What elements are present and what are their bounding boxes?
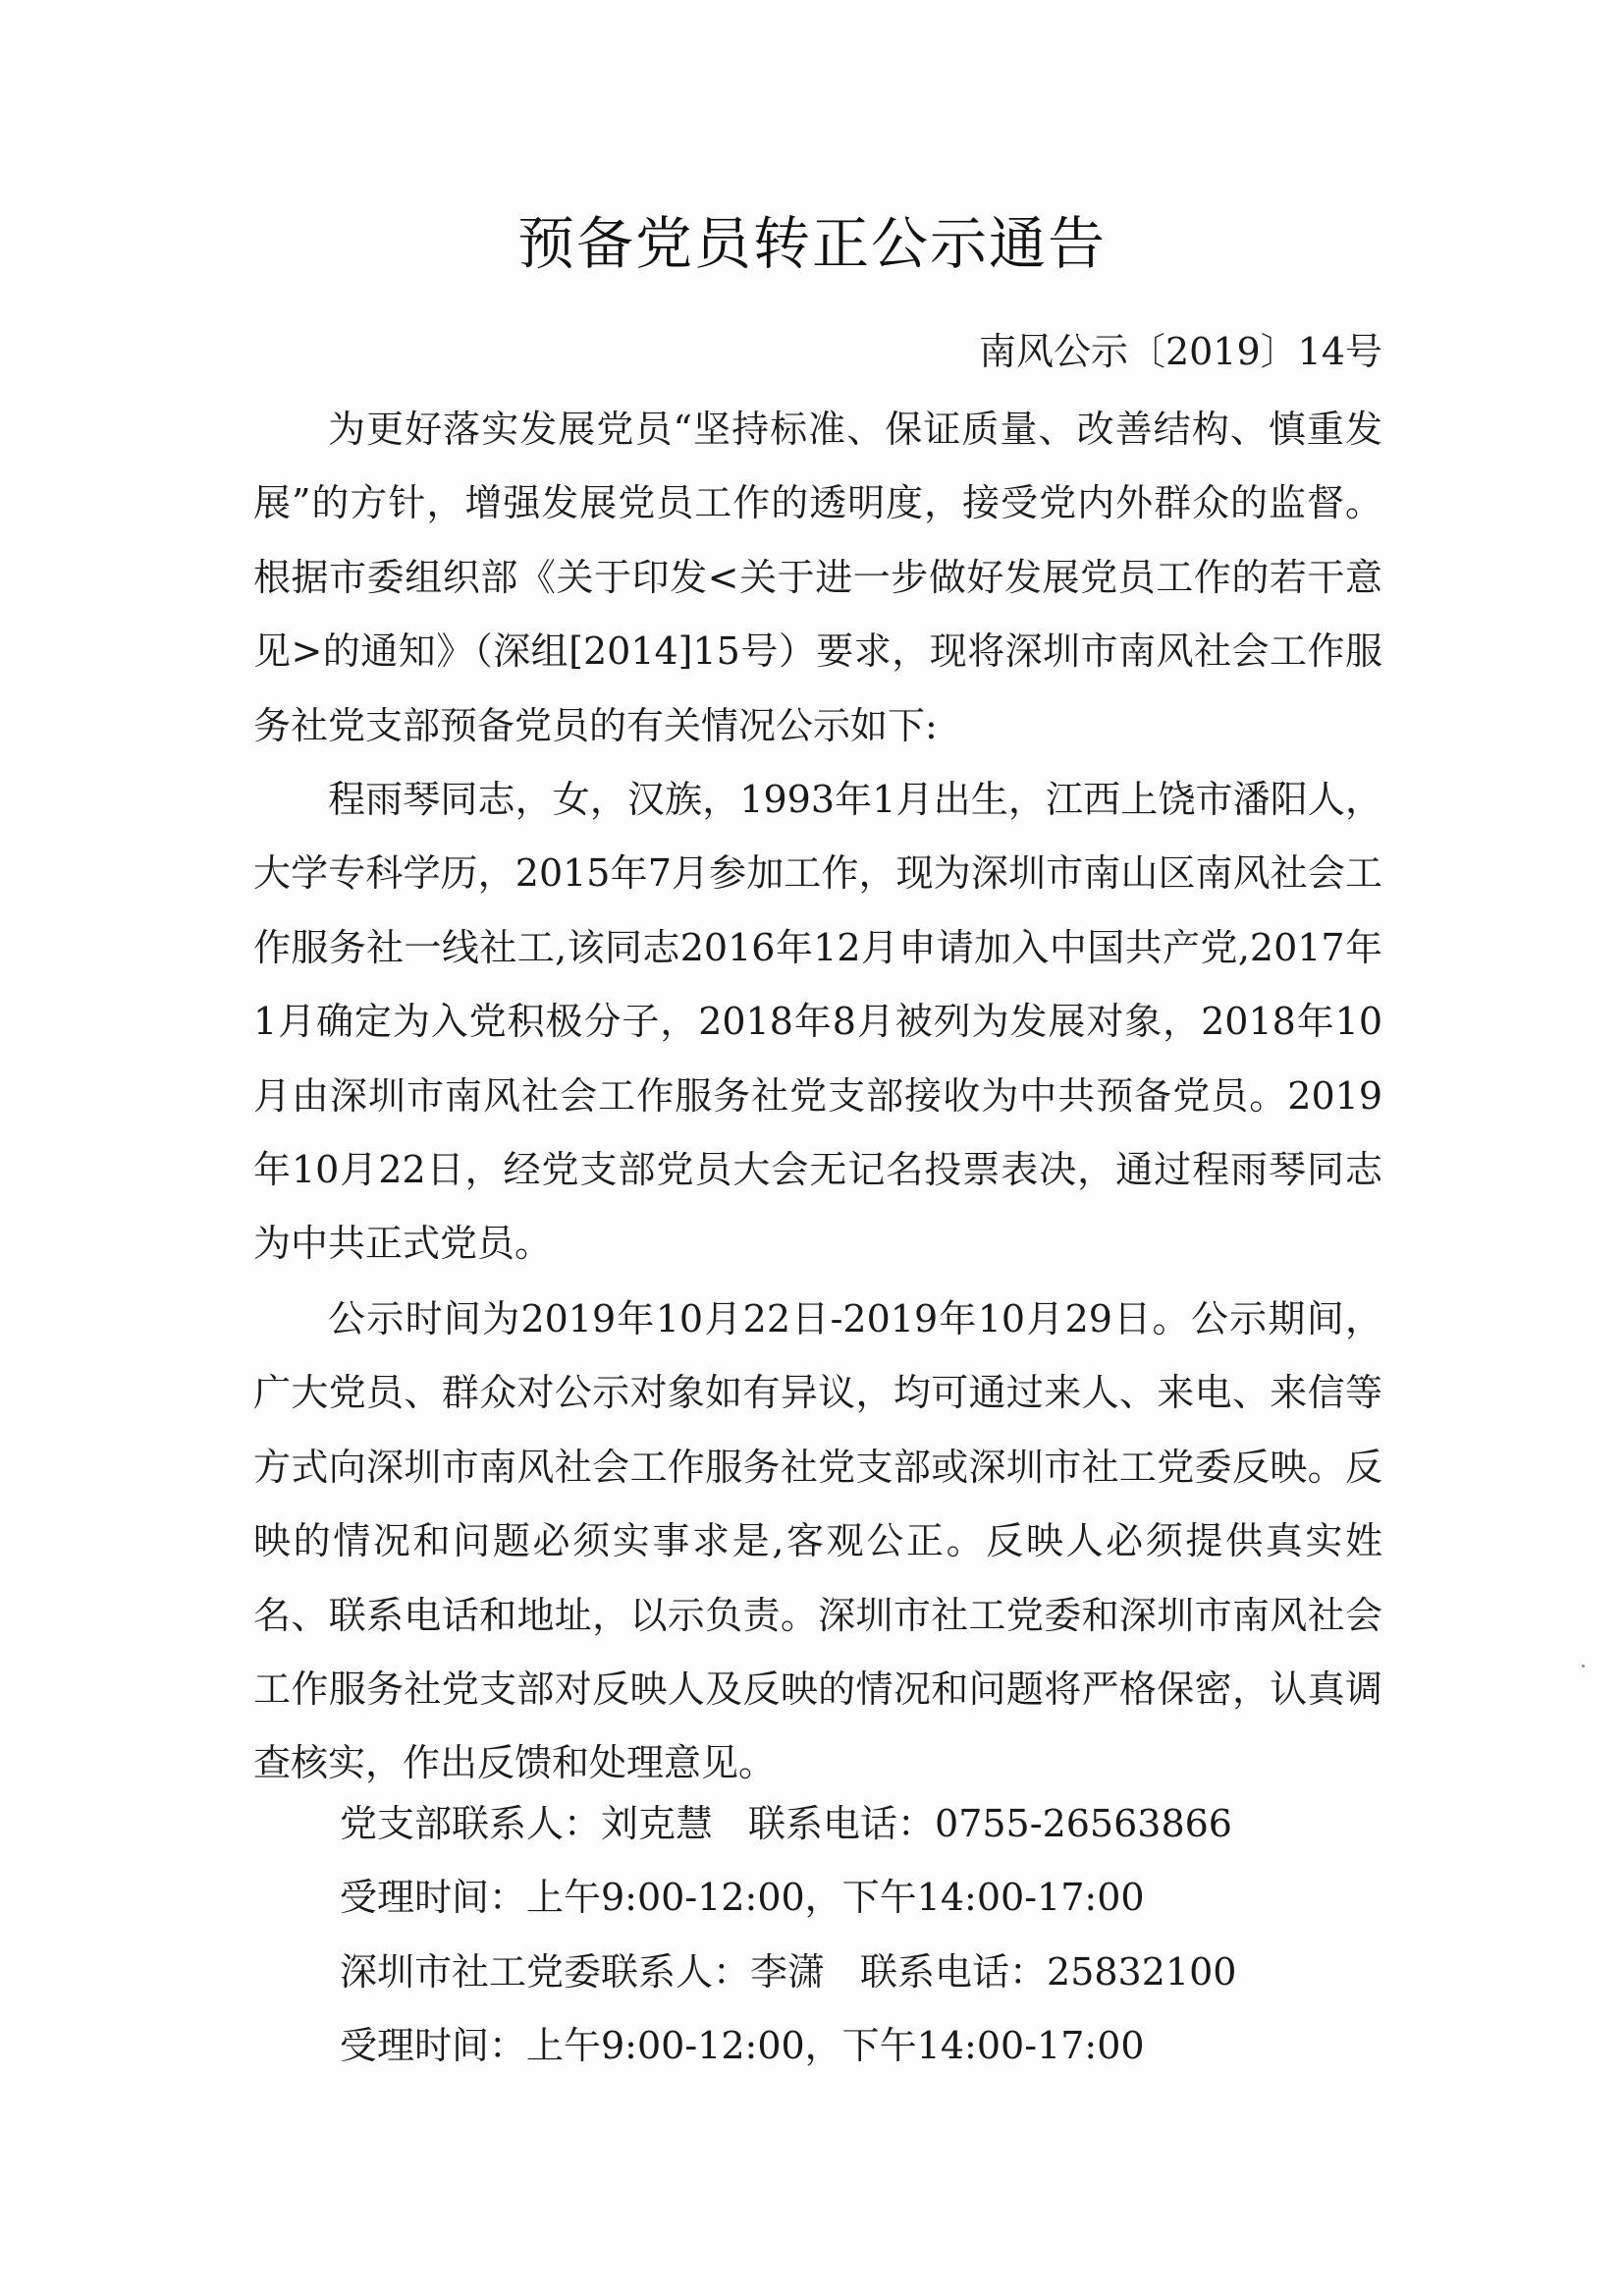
paragraph-text: 公示时间为2019年10月22日-2019年10月29日。公示期间，广大党员、群众对公示对象如有异议，均可通过来人、来电、来信等方式向深圳市南风社会工作服务社党支部或深圳市社工党委反映。反映的情况和问题必须实事求是,客观公正。反映人必须提供真实姓名、联系电话和地址，以示负责。深圳市社工党委和深圳市南风社会工作服务社党支部对反映人及反映的情况和问题将严格保密，认真调查核实，作出反馈和处理意见。 [253, 1297, 1382, 1785]
paragraph-text: 程雨琴同志，女，汉族，1993年1月出生，江西上饶市潘阳人，大学专科学历，2015年7月参加工作，现为深圳市南山区南风社会工作服务社一线社工,该同志2016年12月申请加入中国共产党,2017年1月确定为入党积极分子，2018年8月被列为发展对象，2018年10月由深圳市南风社会工作服务社党支部接收为中共预备党员。2019年10月22日，经党支部党员大会无记名投票表决，通过程雨琴同志为中共正式党员。 [253, 778, 1382, 1266]
branch-contact-person: 党支部联系人：刘克慧 [340, 1802, 714, 1845]
document-title: 预备党员转正公示通告 [516, 210, 1107, 277]
paragraph-publicity [253, 1283, 1382, 1801]
branch-contact-line [340, 1787, 1236, 1861]
branch-contact-phone: 联系电话：0755-26563866 [748, 1802, 1232, 1845]
paragraph-intro [253, 393, 1382, 763]
committee-contact-person: 深圳市社工党委联系人：李潇 [340, 1949, 826, 1994]
paragraph-candidate [253, 763, 1382, 1282]
contact-info [340, 1787, 1236, 2084]
paragraph-text: 为更好落实发展党员“坚持标准、保证质量、改善结构、慎重发展”的方针，增强发展党员工作的透明度，接受党内外群众的监督。根据市委组织部《关于印发<关于进一步做好发展党员工作的若干意见>的通知》（深组[2014]15号）要求，现将深圳市南风社会工作服务社党支部预备党员的有关情况公示如下: [253, 408, 1382, 747]
committee-hours-line: 受理时间：上午9:00-12:00，下午14:00-17:00 [340, 2024, 1145, 2068]
document-number: 南风公示〔2019〕14号 [978, 330, 1382, 373]
scan-speck [1582, 1665, 1585, 1667]
committee-contact-line [340, 1936, 1236, 2009]
branch-hours-line: 受理时间：上午9:00-12:00，下午14:00-17:00 [340, 1876, 1145, 1920]
committee-contact-phone: 联系电话：25832100 [860, 1949, 1237, 1994]
